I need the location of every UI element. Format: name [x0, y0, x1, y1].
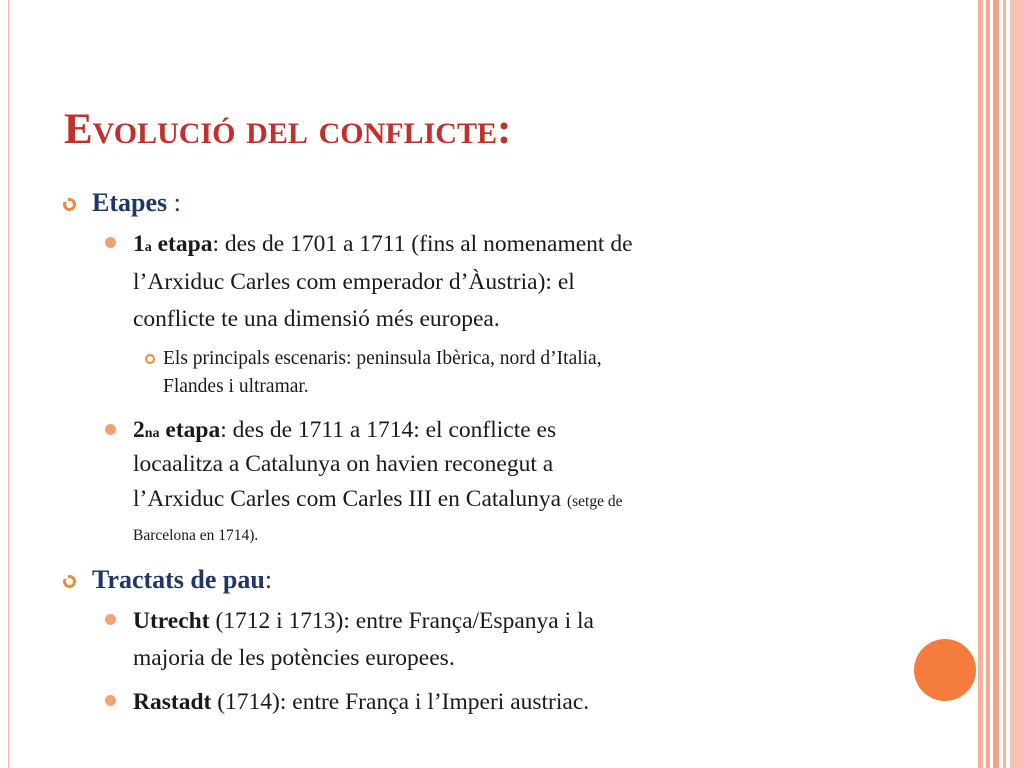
etapes-suffix: :: [167, 188, 181, 217]
small-ring-bullet-icon: [145, 354, 155, 364]
bullet-rastadt: [60, 684, 870, 722]
utrecht-name: Utrecht: [133, 607, 210, 634]
etapa2-text-line3: l’Arxiduc Carles com Carles III en Catalunya: [133, 485, 562, 512]
etapa2-number: 2: [133, 417, 145, 444]
etapa1-number: 1: [133, 231, 145, 258]
ring-bullet-icon: [63, 198, 76, 211]
utrecht-line2: majoria de les potències europees.: [133, 645, 455, 672]
etapa2-ordinal: na: [144, 426, 160, 442]
etapes-label: Etapes: [92, 188, 168, 217]
etapa1-label: etapa: [157, 231, 213, 258]
bullet-etapa-1: [60, 226, 870, 339]
dot-bullet-icon: [105, 614, 116, 625]
bullet-utrecht: [60, 603, 870, 678]
etapa1-text-line2: l’Arxiduc Carles com emperador d’Àustria): el: [133, 268, 575, 295]
ring-bullet-icon: [63, 575, 76, 588]
rastadt-name: Rastadt: [133, 688, 212, 715]
etapa2-note-line1: (setge de: [566, 492, 623, 510]
etapa2-label: etapa: [165, 417, 221, 444]
utrecht-line1: (1712 i 1713): entre França/Espanya i la: [209, 607, 594, 634]
rastadt-line1: (1714): entre França i l’Imperi austriac.: [211, 688, 590, 715]
etapa2-text-line2: locaalitza a Catalunya on havien reconegut a: [133, 451, 554, 478]
etapa1-text-line1: : des de 1701 a 1711 (fins al nomenament de: [212, 231, 633, 258]
bullet-escenaris: [60, 345, 870, 402]
orange-circle-decoration: [914, 639, 976, 701]
escenaris-line1: Els principals escenaris: peninsula Ibèrica, nord d’Italia,: [163, 347, 602, 369]
decorative-stripe: [978, 0, 983, 768]
slide-title: Evolució del conflicte:: [64, 106, 512, 153]
left-frame-line: [8, 0, 9, 768]
dot-bullet-icon: [105, 237, 116, 248]
dot-bullet-icon: [105, 695, 116, 706]
decorative-stripe: [1010, 0, 1024, 768]
slide-content: [60, 185, 870, 722]
bullet-tractats: [60, 562, 870, 597]
etapa1-text-line3: conflicte te una dimensió més europea.: [133, 306, 500, 333]
etapa1-ordinal: a: [144, 240, 152, 256]
decorative-stripe: [993, 0, 999, 768]
bullet-etapa-2: [60, 413, 870, 549]
tractats-label: Tractats de pau: [92, 564, 265, 594]
dot-bullet-icon: [105, 424, 116, 435]
bullet-etapes: [60, 185, 870, 220]
escenaris-line2: Flandes i ultramar.: [163, 376, 309, 398]
decorative-stripe: [1003, 0, 1006, 768]
tractats-suffix: :: [264, 564, 273, 594]
etapa2-text-line1: : des de 1711 a 1714: el conflicte es: [220, 417, 557, 444]
etapa2-note-line2: Barcelona en 1714).: [133, 526, 259, 544]
decorative-stripe: [986, 0, 990, 768]
